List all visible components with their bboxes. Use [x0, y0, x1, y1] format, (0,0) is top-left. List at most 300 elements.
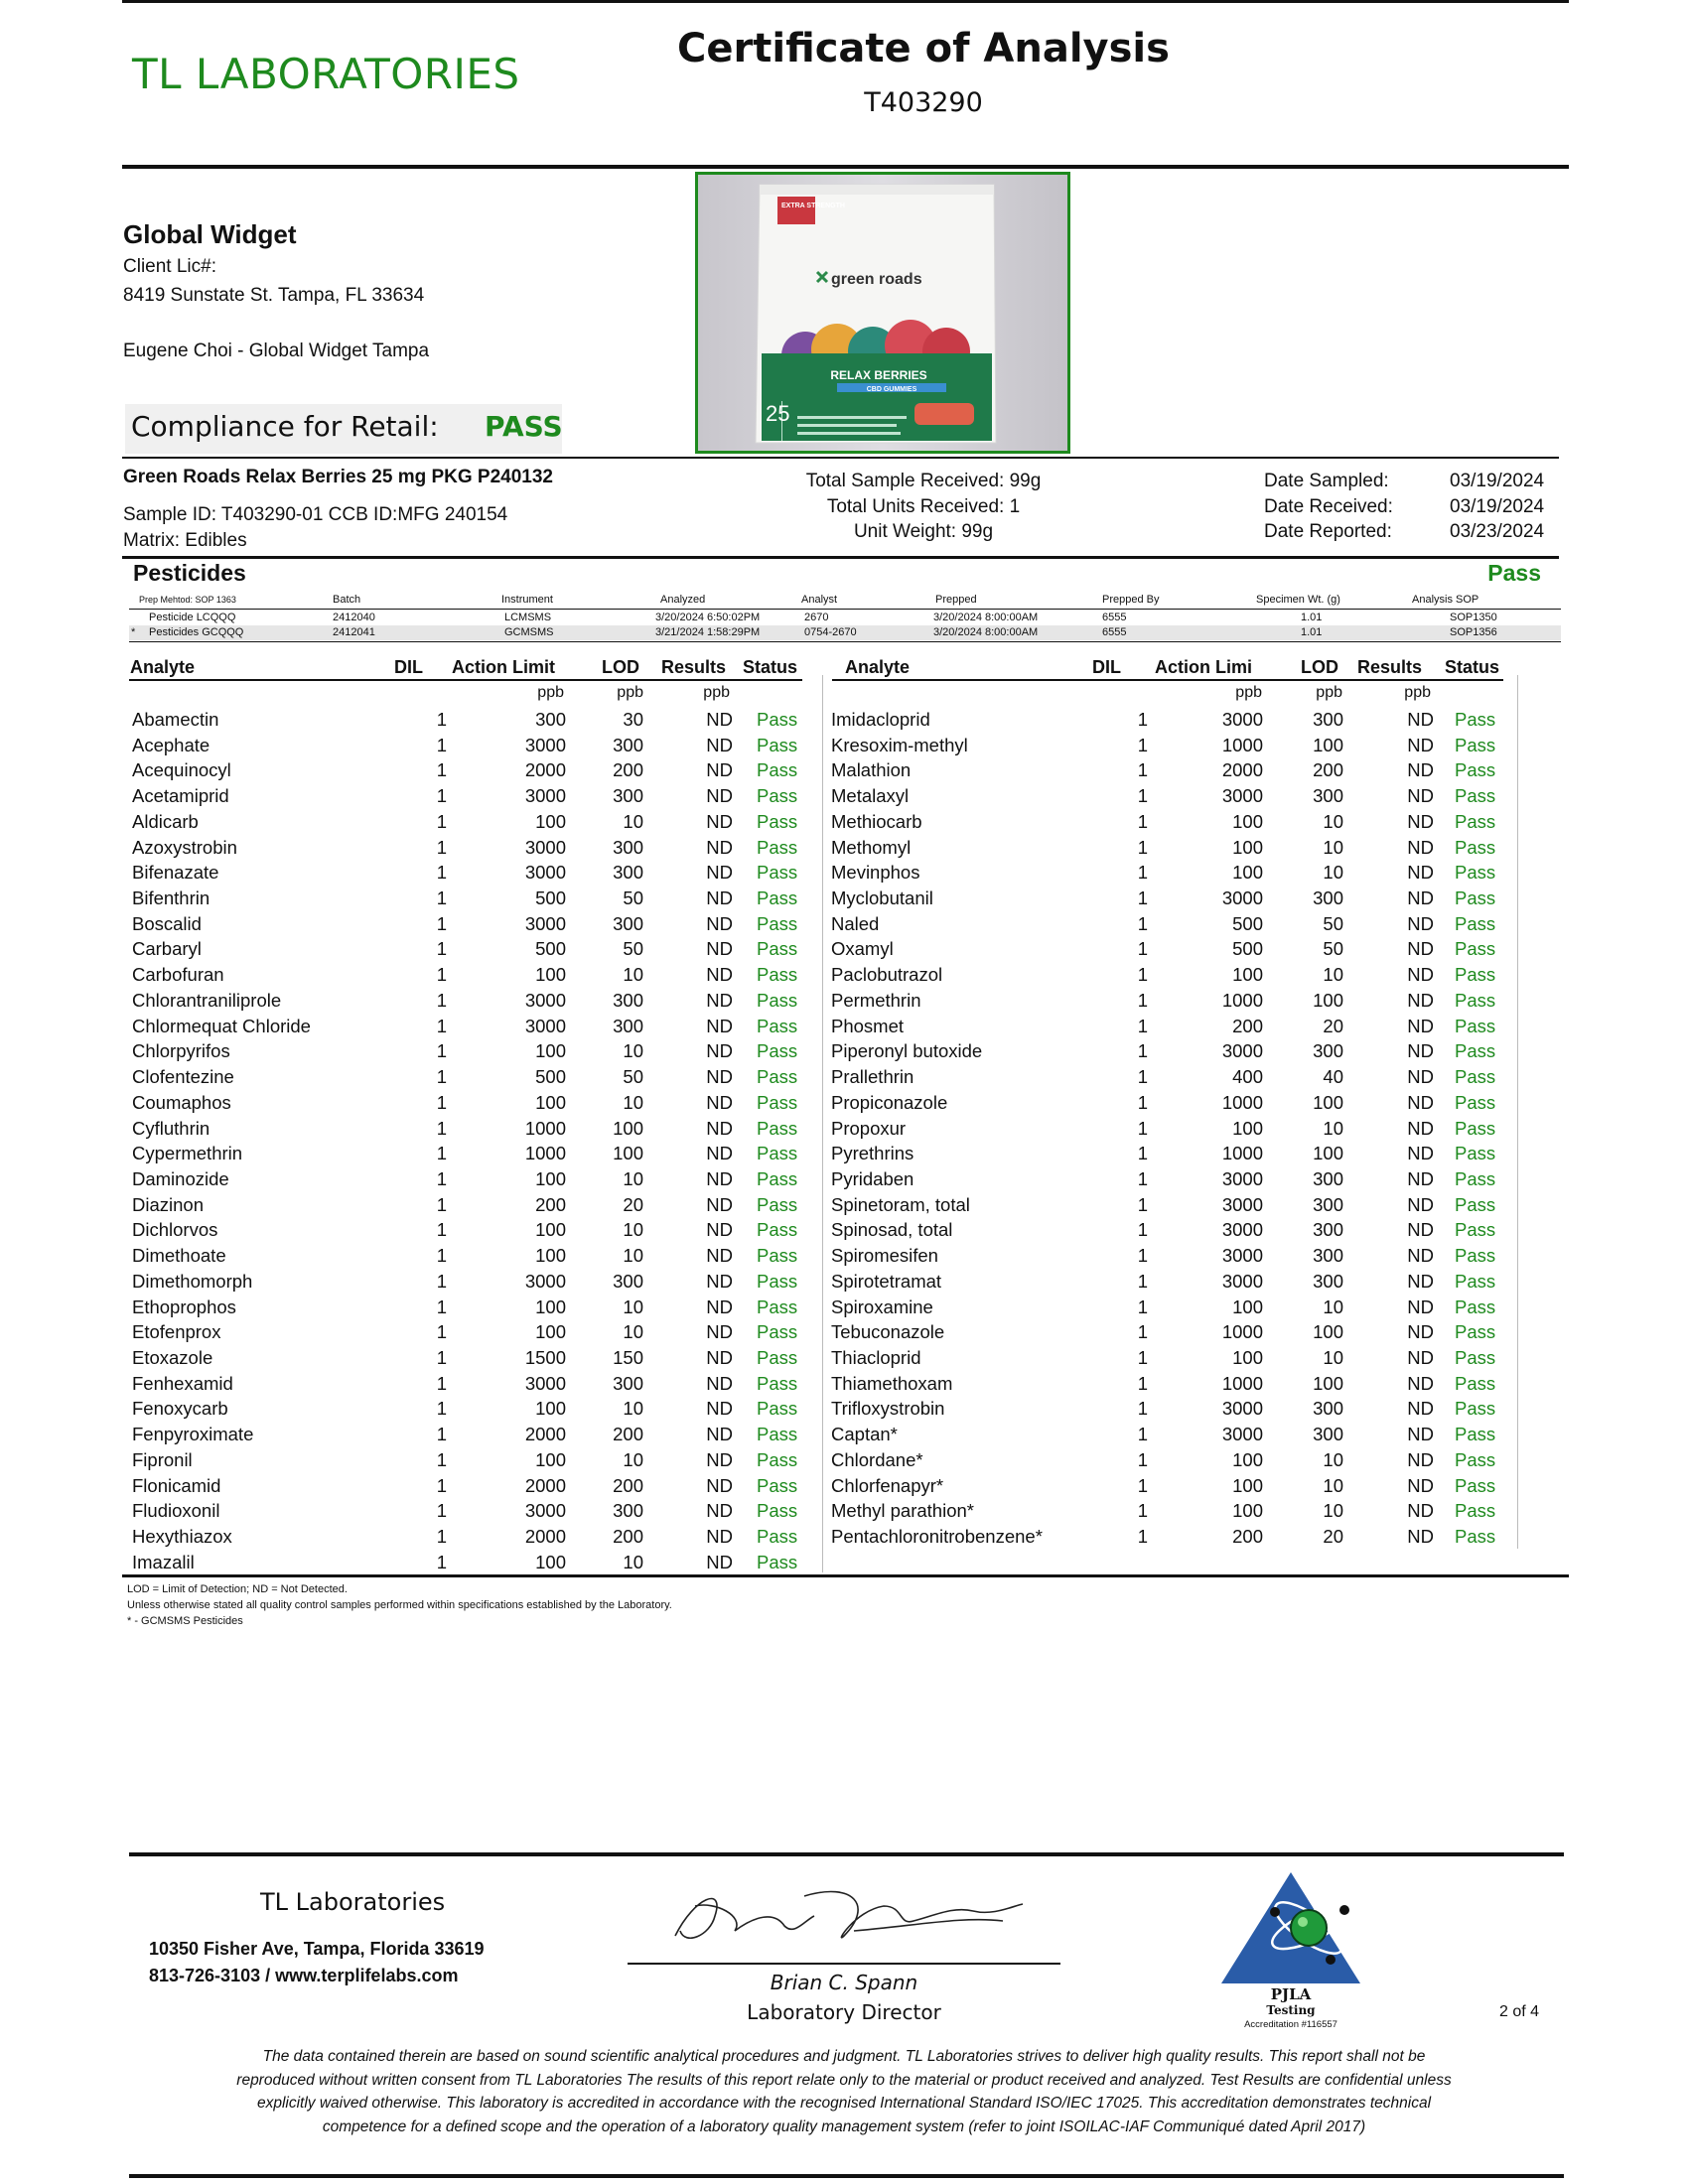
analyte-result: ND — [706, 1424, 733, 1445]
analyte-result: ND — [1407, 810, 1434, 832]
analyte-analyte: Mevinphos — [831, 862, 920, 884]
analyte-analyte: Dichlorvos — [132, 1219, 218, 1241]
analyte-dil: 1 — [436, 1474, 447, 1496]
analyte-status: Pass — [1455, 964, 1496, 986]
analyte-analyte: Dimethoate — [132, 1245, 226, 1267]
analyte-result: ND — [706, 1551, 733, 1572]
analyte-action-limit: 500 — [535, 1066, 566, 1088]
analyte-action-limit: 3000 — [524, 989, 566, 1011]
analyte-result: ND — [1407, 1474, 1434, 1496]
right-results-header: Results — [1357, 657, 1423, 677]
analyte-status: Pass — [757, 1500, 798, 1522]
analyte-action-limit: 100 — [1232, 810, 1263, 832]
analyte-dil: 1 — [1137, 964, 1148, 986]
prep-header-rule — [129, 609, 1561, 610]
analyte-action-limit: 100 — [535, 1398, 566, 1420]
analyte-action-limit: 100 — [535, 810, 566, 832]
left-lod-header: LOD — [602, 657, 639, 677]
analyte-analyte: Abamectin — [132, 709, 219, 730]
analyte-analyte: Chlordane* — [831, 1448, 923, 1470]
right-header-rule — [832, 679, 1503, 681]
analyte-result: ND — [706, 912, 733, 934]
analyte-lod: 10 — [1323, 1500, 1343, 1522]
analyte-result: ND — [706, 1398, 733, 1420]
analyte-status: Pass — [757, 1448, 798, 1470]
analyte-lod: 100 — [613, 1117, 643, 1139]
compliance-box — [125, 404, 562, 454]
footer-address: 10350 Fisher Ave, Tampa, Florida 33619 — [149, 1939, 485, 1959]
analyte-analyte: Pyrethrins — [831, 1143, 914, 1164]
analyte-action-limit: 100 — [535, 1040, 566, 1062]
total-sample-received: Total Sample Received: 99g — [805, 471, 1042, 491]
analyte-result: ND — [706, 759, 733, 781]
analyte-row — [0, 988, 1688, 1013]
analyte-analyte: Acequinocyl — [132, 759, 231, 781]
package-brand-text: green roads — [831, 271, 922, 288]
pesticides-status: Pass — [1487, 560, 1541, 586]
analyte-dil: 1 — [436, 759, 447, 781]
analyte-status: Pass — [757, 862, 798, 884]
analyte-status: Pass — [757, 1474, 798, 1496]
analyte-row — [0, 1141, 1688, 1165]
prep-cell-wt: 1.01 — [1301, 626, 1323, 638]
analyte-action-limit: 100 — [1232, 1117, 1263, 1139]
analyte-dil: 1 — [436, 1015, 447, 1036]
client-name: Global Widget — [123, 219, 297, 249]
analyte-analyte: Prallethrin — [831, 1066, 914, 1088]
analyte-status: Pass — [757, 1551, 798, 1572]
analyte-analyte: Fludioxonil — [132, 1500, 220, 1522]
analyte-result: ND — [1407, 1372, 1434, 1394]
analyte-action-limit: 3000 — [1221, 709, 1263, 730]
analyte-lod: 10 — [1323, 1296, 1343, 1317]
analyte-analyte: Ethoprophos — [132, 1296, 236, 1317]
analyte-action-limit: 3000 — [1221, 785, 1263, 807]
analyte-result: ND — [1407, 759, 1434, 781]
analyte-dil: 1 — [436, 1296, 447, 1317]
analyte-dil: 1 — [1137, 1474, 1148, 1496]
compliance-label: Compliance for Retail: — [131, 410, 439, 443]
analyte-lod: 300 — [613, 1500, 643, 1522]
compliance-value: PASS — [485, 410, 563, 443]
analyte-status: Pass — [1455, 1474, 1496, 1496]
analyte-status: Pass — [757, 1066, 798, 1088]
date-reported-value: 03/23/2024 — [1450, 521, 1545, 542]
analyte-lod: 10 — [1323, 964, 1343, 986]
analyte-dil: 1 — [436, 1526, 447, 1548]
analyte-dil: 1 — [1137, 1296, 1148, 1317]
analyte-result: ND — [706, 1526, 733, 1548]
analyte-row — [0, 1014, 1688, 1038]
table-bottom-rule — [122, 1574, 1569, 1577]
analyte-status: Pass — [1455, 1500, 1496, 1522]
analyte-result: ND — [1407, 887, 1434, 909]
analyte-analyte: Flonicamid — [132, 1474, 221, 1496]
analyte-dil: 1 — [436, 1167, 447, 1189]
analyte-result: ND — [1407, 1193, 1434, 1215]
prep-cell-name: Pesticides GCQQQ — [149, 626, 244, 638]
analyte-lod: 100 — [1313, 1321, 1343, 1343]
analyte-row — [0, 809, 1688, 834]
analyte-analyte: Coumaphos — [132, 1091, 231, 1113]
analyte-analyte: Acephate — [132, 734, 211, 755]
analyte-analyte: Carbaryl — [132, 938, 202, 960]
analyte-dil: 1 — [436, 1270, 447, 1292]
product-package-image — [698, 175, 1067, 451]
analyte-action-limit: 3000 — [524, 734, 566, 755]
analyte-dil: 1 — [436, 1347, 447, 1368]
analyte-status: Pass — [1455, 862, 1496, 884]
analyte-analyte: Fipronil — [132, 1448, 193, 1470]
analyte-result: ND — [706, 989, 733, 1011]
pesticides-title: Pesticides — [133, 560, 246, 586]
analyte-result: ND — [706, 734, 733, 755]
right-action-limit-header: Action Limi — [1155, 657, 1252, 677]
analyte-result: ND — [1407, 1448, 1434, 1470]
note-lod: LOD = Limit of Detection; ND = Not Detected. — [127, 1583, 348, 1595]
analyte-analyte: Pyridaben — [831, 1167, 914, 1189]
analyte-lod: 10 — [623, 1321, 643, 1343]
analyte-result: ND — [706, 836, 733, 858]
analyte-lod: 300 — [613, 1372, 643, 1394]
client-license: Client Lic#: — [123, 256, 216, 277]
instrument-header: Instrument — [501, 594, 553, 606]
analyte-dil: 1 — [1137, 1500, 1148, 1522]
analyte-lod: 10 — [623, 1245, 643, 1267]
analyte-lod: 300 — [613, 1015, 643, 1036]
product-photo — [695, 172, 1070, 454]
analyte-lod: 300 — [1313, 887, 1343, 909]
analyte-result: ND — [706, 1117, 733, 1139]
analyte-lod: 10 — [623, 1040, 643, 1062]
analyte-row — [0, 1447, 1688, 1472]
analyte-status: Pass — [757, 1398, 798, 1420]
analyte-analyte: Naled — [831, 912, 880, 934]
analyte-status: Pass — [757, 1040, 798, 1062]
analyte-row — [0, 962, 1688, 987]
analyte-result: ND — [706, 887, 733, 909]
analyte-result: ND — [706, 1143, 733, 1164]
analyte-analyte: Diazinon — [132, 1193, 204, 1215]
analyte-result: ND — [1407, 1296, 1434, 1317]
analyte-analyte: Thiamethoxam — [831, 1372, 953, 1394]
header-rule — [122, 165, 1569, 169]
prep-cell-instrument: LCMSMS — [504, 612, 552, 623]
analyte-action-limit: 2000 — [1221, 759, 1263, 781]
analyte-status: Pass — [1455, 1143, 1496, 1164]
analyte-status: Pass — [757, 1091, 798, 1113]
analyte-status: Pass — [1455, 1193, 1496, 1215]
analyte-dil: 1 — [1137, 1040, 1148, 1062]
analyte-status: Pass — [1455, 836, 1496, 858]
analyte-status: Pass — [1455, 1270, 1496, 1292]
analyte-lod: 10 — [1323, 862, 1343, 884]
disclaimer: The data contained therein are based on sound scientific analytical procedures and judgment. TL Laboratories strives to deliver high quality results. This report shall not be reproduced without written consent from TL Laboratories The results of this report relate only to the material or product received and analyzed. Test Results are confidential unless explicitly waived otherwise. This laboratory is accredited in accordance with the recognised International Standard ISO/IEC 17025. This accreditation demonstrates technical competence for a defined scope and the operation of a laboratory quality management system (refer to joint ISOILAC-IAF Communiqué dated April 2017) — [236, 2048, 1452, 2135]
signatory-title: Laboratory Director — [747, 2000, 941, 2024]
analyte-result: ND — [706, 938, 733, 960]
prep-bottom-rule — [129, 641, 1561, 642]
analyte-action-limit: 100 — [1232, 1474, 1263, 1496]
analyte-dil: 1 — [436, 1117, 447, 1139]
analyte-result: ND — [1407, 938, 1434, 960]
analyte-analyte: Permethrin — [831, 989, 921, 1011]
analyte-lod: 300 — [1313, 1167, 1343, 1189]
analyte-action-limit: 3000 — [1221, 1040, 1263, 1062]
analyte-lod: 10 — [623, 1448, 643, 1470]
analyte-action-limit: 100 — [535, 1245, 566, 1267]
analyte-action-limit: 200 — [535, 1193, 566, 1215]
analyte-action-limit: 3000 — [524, 1372, 566, 1394]
footer-top-rule — [129, 1852, 1564, 1856]
left-lod-unit: ppb — [617, 684, 643, 701]
pjla-triangle-icon — [1211, 1868, 1370, 1987]
prep-cell-prepped: 3/20/2024 8:00:00AM — [933, 612, 1039, 623]
analyte-lod: 50 — [623, 887, 643, 909]
analyte-action-limit: 100 — [1232, 862, 1263, 884]
analyte-analyte: Propoxur — [831, 1117, 907, 1139]
analyte-result: ND — [706, 1321, 733, 1343]
director-signature — [655, 1876, 1033, 1956]
lab-brand-logo: TL LABORATORIES — [132, 50, 520, 98]
pjla-accreditation-logo — [1211, 1868, 1370, 2035]
prep-cell-analyzed: 3/21/2024 1:58:29PM — [655, 626, 761, 638]
analyte-analyte: Oxamyl — [831, 938, 894, 960]
analyte-lod: 30 — [623, 709, 643, 730]
analyte-analyte: Cypermethrin — [132, 1143, 243, 1164]
analyte-status: Pass — [757, 1143, 798, 1164]
analyte-lod: 200 — [613, 1424, 643, 1445]
analyte-row — [0, 1498, 1688, 1523]
analyte-dil: 1 — [436, 810, 447, 832]
analyte-result: ND — [1407, 709, 1434, 730]
date-reported-label: Date Reported: — [1264, 521, 1392, 542]
analyte-analyte: Etoxazole — [132, 1347, 213, 1368]
package-subtitle-text: CBD GUMMIES — [866, 386, 917, 393]
analyte-dil: 1 — [1137, 1347, 1148, 1368]
analyte-analyte: Imazalil — [132, 1551, 195, 1572]
analyte-action-limit: 1000 — [1221, 1091, 1263, 1113]
sample-product-name: Green Roads Relax Berries 25 mg PKG P240132 — [123, 467, 554, 487]
analyte-dil: 1 — [1137, 709, 1148, 730]
date-received-label: Date Received: — [1264, 496, 1393, 517]
analyte-status: Pass — [1455, 1296, 1496, 1317]
analyte-dil: 1 — [436, 862, 447, 884]
analyte-row — [0, 1319, 1688, 1344]
analyte-dil: 1 — [1137, 759, 1148, 781]
analyte-row — [0, 757, 1688, 782]
analyte-result: ND — [1407, 1040, 1434, 1062]
analyte-result: ND — [1407, 1245, 1434, 1267]
analyte-lod: 10 — [623, 1296, 643, 1317]
analyte-action-limit: 3000 — [1221, 1398, 1263, 1420]
analyte-analyte: Captan* — [831, 1424, 898, 1445]
analyte-result: ND — [706, 1347, 733, 1368]
analyte-action-limit: 100 — [535, 1448, 566, 1470]
analyte-action-limit: 2000 — [524, 1526, 566, 1548]
analyte-status: Pass — [1455, 1398, 1496, 1420]
date-sampled-label: Date Sampled: — [1264, 471, 1389, 491]
top-rule — [122, 0, 1569, 3]
pesticides-rule — [122, 556, 1559, 559]
analyte-status: Pass — [757, 709, 798, 730]
left-results-unit: ppb — [703, 684, 730, 701]
bottom-rule — [129, 2174, 1564, 2178]
analyte-result: ND — [706, 1219, 733, 1241]
analyte-dil: 1 — [1137, 912, 1148, 934]
analyte-lod: 10 — [623, 1398, 643, 1420]
analyte-row — [0, 1116, 1688, 1141]
analyte-status: Pass — [757, 836, 798, 858]
analyte-action-limit: 1000 — [1221, 989, 1263, 1011]
analyte-result: ND — [706, 1474, 733, 1496]
analyte-analyte: Methomyl — [831, 836, 912, 858]
analyte-analyte: Pentachloronitrobenzene* — [831, 1526, 1043, 1548]
analyte-dil: 1 — [1137, 785, 1148, 807]
analyte-row — [0, 1422, 1688, 1446]
analyte-action-limit: 100 — [535, 964, 566, 986]
analyte-row — [0, 1371, 1688, 1396]
prep-cell-name: Pesticide LCQQQ — [149, 612, 236, 623]
analyte-row — [0, 1166, 1688, 1191]
analyte-result: ND — [706, 810, 733, 832]
analyte-result: ND — [706, 862, 733, 884]
analyte-lod: 50 — [1323, 938, 1343, 960]
analyte-lod: 10 — [623, 1091, 643, 1113]
prep-cell-sop: SOP1350 — [1450, 612, 1497, 623]
analyte-status: Pass — [1455, 1015, 1496, 1036]
analyte-action-limit: 100 — [1232, 1347, 1263, 1368]
analyte-action-limit: 1000 — [1221, 1372, 1263, 1394]
analyte-dil: 1 — [436, 1500, 447, 1522]
analyte-status: Pass — [757, 912, 798, 934]
analyte-result: ND — [706, 1193, 733, 1215]
analyte-lod: 300 — [613, 1270, 643, 1292]
analyte-action-limit: 100 — [535, 1296, 566, 1317]
analyte-lod: 10 — [1323, 1474, 1343, 1496]
prep-cell-sop: SOP1356 — [1450, 626, 1497, 638]
analyte-lod: 10 — [1323, 1117, 1343, 1139]
analyte-analyte: Bifenazate — [132, 862, 219, 884]
package-badge-text: EXTRA STRENGTH — [781, 203, 845, 209]
analyte-status: Pass — [757, 785, 798, 807]
analyte-dil: 1 — [1137, 1321, 1148, 1343]
document-title: Certificate of Analysis — [677, 26, 1170, 71]
analyte-analyte: Spiroxamine — [831, 1296, 933, 1317]
analyte-analyte: Metalaxyl — [831, 785, 910, 807]
analyte-analyte: Cyfluthrin — [132, 1117, 211, 1139]
analyte-analyte: Propiconazole — [831, 1091, 948, 1113]
left-header-rule — [129, 679, 802, 681]
analyte-analyte: Spiromesifen — [831, 1245, 938, 1267]
analyte-lod: 20 — [623, 1193, 643, 1215]
analyte-action-limit: 200 — [1232, 1015, 1263, 1036]
analyte-status: Pass — [1455, 1219, 1496, 1241]
analyte-result: ND — [1407, 785, 1434, 807]
analyte-analyte: Piperonyl butoxide — [831, 1040, 983, 1062]
analyte-analyte: Carbofuran — [132, 964, 224, 986]
analyte-status: Pass — [1455, 1167, 1496, 1189]
analyte-dil: 1 — [436, 989, 447, 1011]
analyte-row — [0, 835, 1688, 860]
analyte-lod: 10 — [623, 964, 643, 986]
analyte-status: Pass — [757, 759, 798, 781]
analyte-dil: 1 — [1137, 1398, 1148, 1420]
right-lod-unit: ppb — [1316, 684, 1342, 701]
prep-cell-batch: 2412040 — [333, 612, 375, 623]
analyte-row — [0, 1064, 1688, 1089]
analyte-dil: 1 — [436, 1066, 447, 1088]
prep-row — [129, 625, 1561, 640]
left-action-limit-header: Action Limit — [452, 657, 555, 677]
analyte-action-limit: 3000 — [524, 785, 566, 807]
analyte-status: Pass — [1455, 785, 1496, 807]
page-number: 2 of 4 — [1499, 2003, 1540, 2020]
analyte-analyte: Fenpyroximate — [132, 1424, 254, 1445]
analyte-lod: 300 — [1313, 1424, 1343, 1445]
analyte-analyte: Dimethomorph — [132, 1270, 253, 1292]
analyte-dil: 1 — [1137, 989, 1148, 1011]
prepped-by-header: Prepped By — [1102, 594, 1160, 606]
analyte-action-limit: 2000 — [524, 1424, 566, 1445]
analyte-status: Pass — [1455, 887, 1496, 909]
prep-cell-analyst: 0754-2670 — [804, 626, 857, 638]
analyte-result: ND — [706, 1448, 733, 1470]
analyte-lod: 300 — [1313, 1398, 1343, 1420]
analyte-row — [0, 860, 1688, 885]
analyte-dil: 1 — [1137, 1091, 1148, 1113]
analyte-analyte: Azoxystrobin — [132, 836, 237, 858]
analyte-result: ND — [1407, 912, 1434, 934]
analyte-result: ND — [706, 1066, 733, 1088]
analyte-analyte: Bifenthrin — [132, 887, 211, 909]
pjla-name: PJLA — [1270, 1985, 1312, 2003]
analyte-analyte: Boscalid — [132, 912, 202, 934]
analyte-lod: 300 — [1313, 1193, 1343, 1215]
analyte-status: Pass — [757, 1245, 798, 1267]
analyte-action-limit: 3000 — [524, 1270, 566, 1292]
analyte-row — [0, 936, 1688, 961]
analyte-row — [0, 1473, 1688, 1498]
analyte-lod: 20 — [1323, 1015, 1343, 1036]
analyte-action-limit: 1000 — [1221, 1143, 1263, 1164]
prep-cell-analyzed: 3/20/2024 6:50:02PM — [655, 612, 761, 623]
analyte-row — [0, 1038, 1688, 1063]
analyte-status: Pass — [1455, 1372, 1496, 1394]
analyte-status: Pass — [757, 1424, 798, 1445]
analyte-row — [0, 1217, 1688, 1242]
analyte-dil: 1 — [436, 912, 447, 934]
analyte-dil: 1 — [1137, 810, 1148, 832]
analyte-action-limit: 100 — [1232, 964, 1263, 986]
analyte-result: ND — [706, 1015, 733, 1036]
analyte-analyte: Tebuconazole — [831, 1321, 945, 1343]
analyte-status: Pass — [1455, 1091, 1496, 1113]
signatory-name: Brian C. Spann — [770, 1971, 918, 1994]
analyte-result: ND — [1407, 1526, 1434, 1548]
left-action-limit-unit: ppb — [537, 684, 564, 701]
analyte-dil: 1 — [436, 709, 447, 730]
right-lod-header: LOD — [1301, 657, 1338, 677]
analyte-lod: 100 — [1313, 1143, 1343, 1164]
note-qc: Unless otherwise stated all quality control samples performed within specifications established by the Laboratory. — [127, 1599, 672, 1611]
analyte-result: ND — [1407, 1143, 1434, 1164]
analyte-dil: 1 — [1137, 1448, 1148, 1470]
left-analyte-header: Analyte — [130, 657, 196, 677]
analyte-row — [0, 886, 1688, 910]
package-mg-text: 25 — [766, 401, 790, 426]
analyte-dil: 1 — [1137, 1526, 1148, 1548]
right-dil-header: DIL — [1092, 657, 1121, 677]
